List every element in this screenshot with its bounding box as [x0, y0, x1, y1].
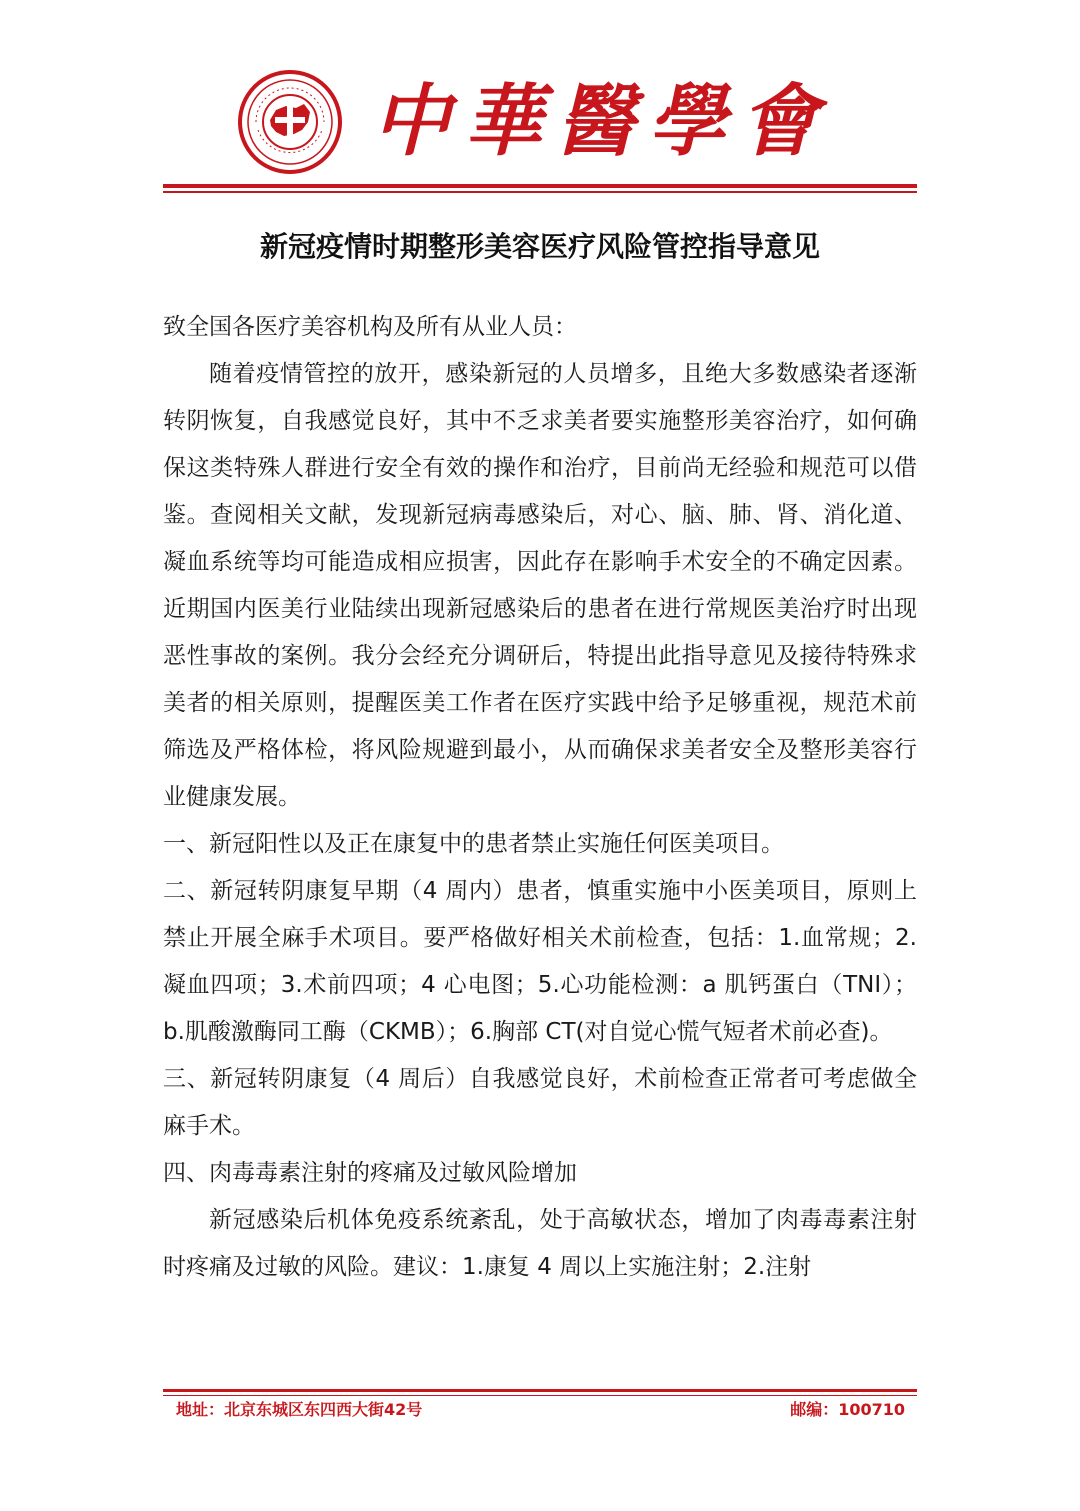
list-item: 二、新冠转阴康复早期（4 周内）患者，慎重实施中小医美项目，原则上禁止开展全麻手术项目。要严格做好相关术前检查，包括：1.血常规；2.凝血四项；3.术前四项；4 心电图；5.心功能检测：a 肌钙蛋白（TNI）；b.肌酸激酶同工酶（CKMB）；6.胸部 CT(对自觉心慌气短者术前必查)。 [163, 878, 917, 1045]
salutation: 致全国各医疗美容机构及所有从业人员： [163, 314, 577, 340]
list-item: 四、肉毒毒素注射的疼痛及过敏风险增加 [163, 1160, 577, 1186]
closing-paragraph: 新冠感染后机体免疫系统紊乱，处于高敏状态，增加了肉毒毒素注射时疼痛及过敏的风险。建议：1.康复 4 周以上实施注射；2.注射 [163, 1207, 917, 1280]
list-item: 一、新冠阳性以及正在康复中的患者禁止实施任何医美项目。 [163, 831, 784, 857]
header-divider [163, 184, 917, 188]
footer-address: 地址：北京东城区东四西大街42号 [176, 1400, 423, 1419]
footer-divider [163, 1389, 917, 1392]
intro-paragraph: 随着疫情管控的放开，感染新冠的人员增多，且绝大多数感染者逐渐转阴恢复，自我感觉良好，其中不乏求美者要实施整形美容治疗，如何确保这类特殊人群进行安全有效的操作和治疗，目前尚无经验和规范可以借鉴。查阅相关文献，发现新冠病毒感染后，对心、脑、肺、肾、消化道、凝血系统等均可能造成相应损害，因此存在影响手术安全的不确定因素。近期国内医美行业陆续出现新冠感染后的患者在进行常规医美治疗时出现恶性事故的案例。我分会经充分调研后，特提出此指导意见及接待特殊求美者的相关原则，提醒医美工作者在医疗实践中给予足够重视，规范术前筛选及严格体检，将风险规避到最小，从而确保求美者安全及整形美容行业健康发展。 [163, 361, 917, 810]
list-item: 三、新冠转阴康复（4 周后）自我感觉良好，术前检查正常者可考虑做全麻手术。 [163, 1066, 917, 1139]
organization-name: 中華醫學會 [372, 76, 833, 167]
letterhead [0, 0, 1080, 200]
header-divider-thin [163, 191, 917, 193]
footer-divider-thin [163, 1395, 917, 1396]
chinese-medical-association-logo-icon [238, 70, 342, 174]
document-body [163, 304, 917, 1291]
footer-postcode: 邮编：100710 [790, 1400, 905, 1419]
document-title: 新冠疫情时期整形美容医疗风险管控指导意见 [259, 230, 820, 263]
